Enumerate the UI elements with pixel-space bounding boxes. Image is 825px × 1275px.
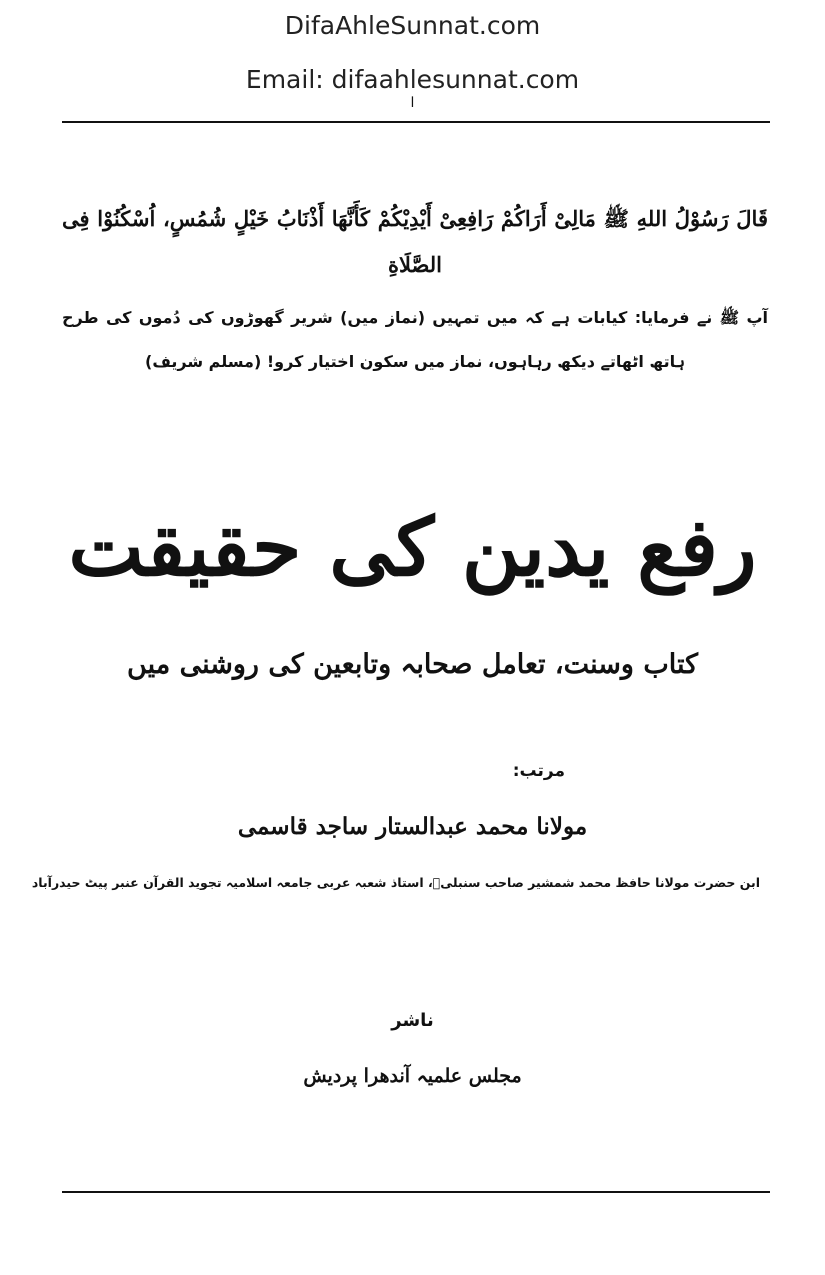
author-description: ابن حضرت مولانا حافظ محمد شمشیر صاحب سنبلیؒ، استاذ شعبہ عربی جامعہ اسلامیہ تجوید القرآن عنبر پیٹ حیدرآباد [31,875,760,890]
book-title: رفع یدین کی حقیقت [68,500,757,594]
email-line: Email: difaahlesunnat.com [245,65,580,94]
book-subtitle: کتاب وسنت، تعامل صحابہ وتابعین کی روشنی میں [127,649,698,680]
publisher-label: ناشر [391,1010,434,1031]
author-name: مولانا محمد عبدالستار ساجد قاسمی [237,813,588,840]
publisher-name: مجلس علمیہ آندھرا پردیش [303,1065,522,1087]
hadith-arabic: قَالَ رَسُوْلُ اللهِ ﷺ مَالِیْ أَرَاکُمْ رَافِعِیْ أَیْدِیْکُمْ کَأَنَّهَا أَذْنَابُ خَیْلٍ شُمُسٍ، اُسْکُنُوْا فِی الصَّلَاةِ [62,206,768,277]
page-number: ا [410,95,415,111]
bottom-divider [62,1191,770,1193]
top-divider [62,121,770,123]
hadith-translation: آپ ﷺ نے فرمایا: کیابات ہے کہ میں تمہیں (نماز میں) شریر گھوڑوں کی دُموں کی طرح ہاتھ اٹھاتے دیکھ رہاہوں، نماز میں سکون اختیار کرو! (مسلم شریف) [62,308,768,371]
compiler-label: مرتب: [512,761,565,781]
site-header: DifaAhleSunnat.com [284,11,541,40]
